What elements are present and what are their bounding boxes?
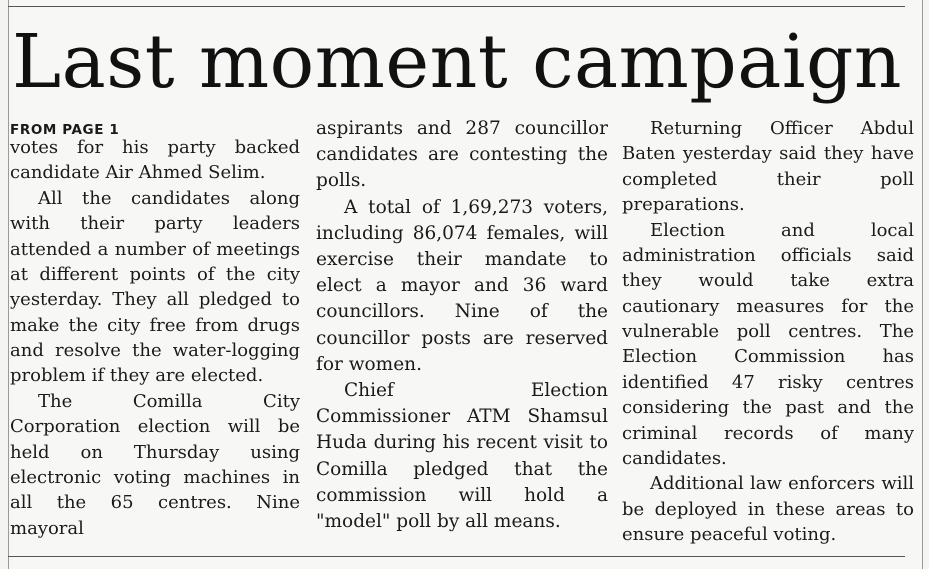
paragraph: Returning Officer Abdul Baten yesterday said they have completed their poll preparations. <box>622 118 914 216</box>
paragraph: aspirants and 287 councillor candidates are contesting the polls. <box>316 118 608 192</box>
paragraph: Additional law enforcers will be deployed in these areas to ensure peaceful voting. <box>622 473 914 545</box>
paragraph: The Comilla City Corporation election will be held on Thursday using electronic voting machines in all the 65 centres. Nine mayoral <box>10 390 300 539</box>
paragraph: All the candidates along with their party leaders attended a number of meetings at different points of the city yesterday. They all pledged to make the city free from drugs and resolve the water-logging problem if they are elected. <box>10 187 300 387</box>
paragraph: votes for his party backed candidate Air Ahmed Selim. <box>10 137 300 184</box>
paragraph: Election and local administration officials said they would take extra cautionary measures for the vulnerable poll centres. The Election Commission has identified 47 risky centres considering the past and the criminal records of many candidates. <box>622 219 914 469</box>
paragraph: Chief Election Commissioner ATM Shamsul Huda during his recent visit to Comilla pledged that the commission will hold a "model" poll by all means. <box>316 380 608 533</box>
bottom-rule <box>8 556 905 557</box>
column-1 <box>10 116 300 541</box>
column-2 <box>316 116 608 535</box>
headline: Last moment campaign <box>12 19 903 105</box>
top-rule <box>8 6 905 7</box>
from-page-label: FROM PAGE 1 <box>10 122 120 138</box>
column-3 <box>622 116 914 547</box>
paragraph: A total of 1,69,273 voters, including 86,074 females, will exercise their mandate to elect a mayor and 36 ward councillors. Nine of the councillor posts are reserved for women. <box>316 196 608 375</box>
